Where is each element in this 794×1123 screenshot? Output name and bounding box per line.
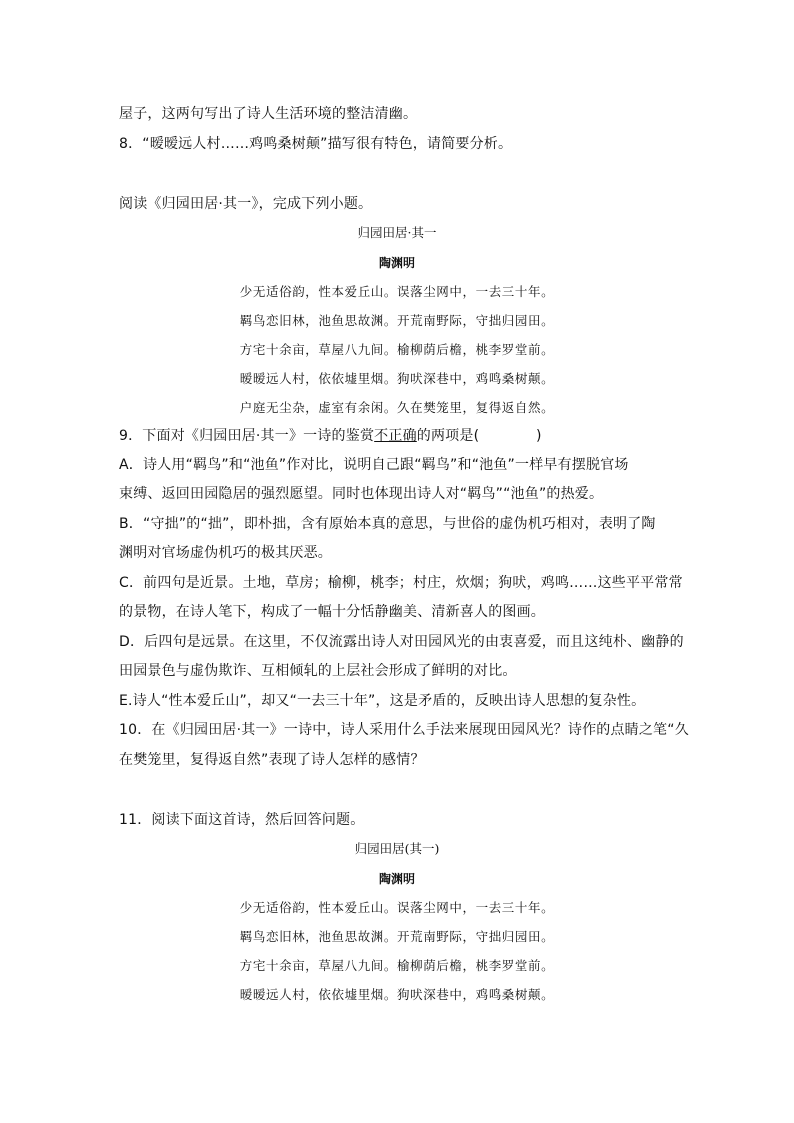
question-9	[119, 426, 689, 446]
question-8: 8．“暧暧远人村……鸡鸣桑树颠”描写很有特色，请简要分析。	[119, 136, 513, 152]
poem-line: 方宅十余亩，草屋八九间。榆柳荫后檐，桃李罗堂前。	[239, 958, 555, 973]
poem-line: 方宅十余亩，草屋八九间。榆柳荫后檐，桃李罗堂前。	[239, 342, 555, 357]
poem-line: 户庭无尘杂，虚室有余闲。久在樊笼里，复得返自然。	[239, 400, 555, 415]
option-e: E.诗人“性本爱丘山”，却又“一去三十年”，这是矛盾的，反映出诗人思想的复杂性。	[119, 693, 646, 709]
option-a-line1: A．诗人用“羁鸟”和“池鱼”作对比，说明自己跟“羁鸟”和“池鱼”一样早有摆脱官场	[119, 457, 629, 473]
option-d-line2: 田园景色与虚伪欺诈、互相倾轧的上层社会形成了鲜明的对比。	[119, 663, 517, 679]
poem-line: 暧暧远人村，依依墟里烟。狗吠深巷中，鸡鸣桑树颠。	[239, 371, 555, 386]
question-9-suffix: 的两项是( )	[416, 428, 542, 444]
question-10-line2: 在樊笼里，复得返自然”表现了诗人怎样的感情？	[119, 752, 425, 768]
question-11: 11．阅读下面这首诗，然后回答问题。	[119, 812, 365, 828]
option-d-line1: D．后四句是远景。在这里，不仅流露出诗人对田园风光的由衷喜爱，而且这纯朴、幽静的	[119, 634, 684, 650]
question-9-underlined: 不正确	[374, 428, 417, 444]
question-9-prefix: 9．下面对《归园田居·其一》一诗的鉴赏	[119, 428, 375, 444]
poem-line: 羁鸟恋旧林，池鱼思故渊。开荒南野际，守拙归园田。	[239, 929, 555, 944]
option-b-line2: 渊明对官场虚伪机巧的极其厌恶。	[119, 545, 332, 561]
poem-line: 羁鸟恋旧林，池鱼思故渊。开荒南野际，守拙归园田。	[239, 313, 555, 328]
poem-author: 陶渊明	[378, 872, 415, 886]
question-10-line1: 10．在《归园田居·其一》一诗中，诗人采用什么手法来展现田园风光？诗作的点睛之笔“久	[119, 722, 689, 738]
poem-line: 少无适俗韵，性本爱丘山。误落尘网中，一去三十年。	[239, 284, 555, 299]
poem-line: 暧暧远人村，依依墟里烟。狗吠深巷中，鸡鸣桑树颠。	[239, 987, 555, 1002]
option-c-line2: 的景物，在诗人笔下，构成了一幅十分恬静幽美、清新喜人的图画。	[119, 604, 545, 620]
option-c-line1: C．前四句是近景。土地，草房；榆柳，桃李；村庄，炊烟；狗吠，鸡鸣……这些平平常常	[119, 575, 683, 591]
reading-intro: 阅读《归园田居·其一》，完成下列小题。	[119, 196, 373, 212]
poem-line: 少无适俗韵，性本爱丘山。误落尘网中，一去三十年。	[239, 900, 555, 915]
option-b-line1: B．“守拙”的“拙”，即朴拙，含有原始本真的意思，与世俗的虚伪机巧相对，表明了陶	[119, 516, 656, 532]
poem-author: 陶渊明	[378, 256, 415, 270]
option-a-line2: 束缚、返回田园隐居的强烈愿望。同时也体现出诗人对“羁鸟”“池鱼”的热爱。	[119, 486, 604, 502]
text-line: 屋子，这两句写出了诗人生活环境的整洁清幽。	[119, 106, 418, 122]
poem-title: 归园田居(其一)	[354, 841, 440, 856]
poem-title: 归园田居·其一	[357, 225, 437, 240]
